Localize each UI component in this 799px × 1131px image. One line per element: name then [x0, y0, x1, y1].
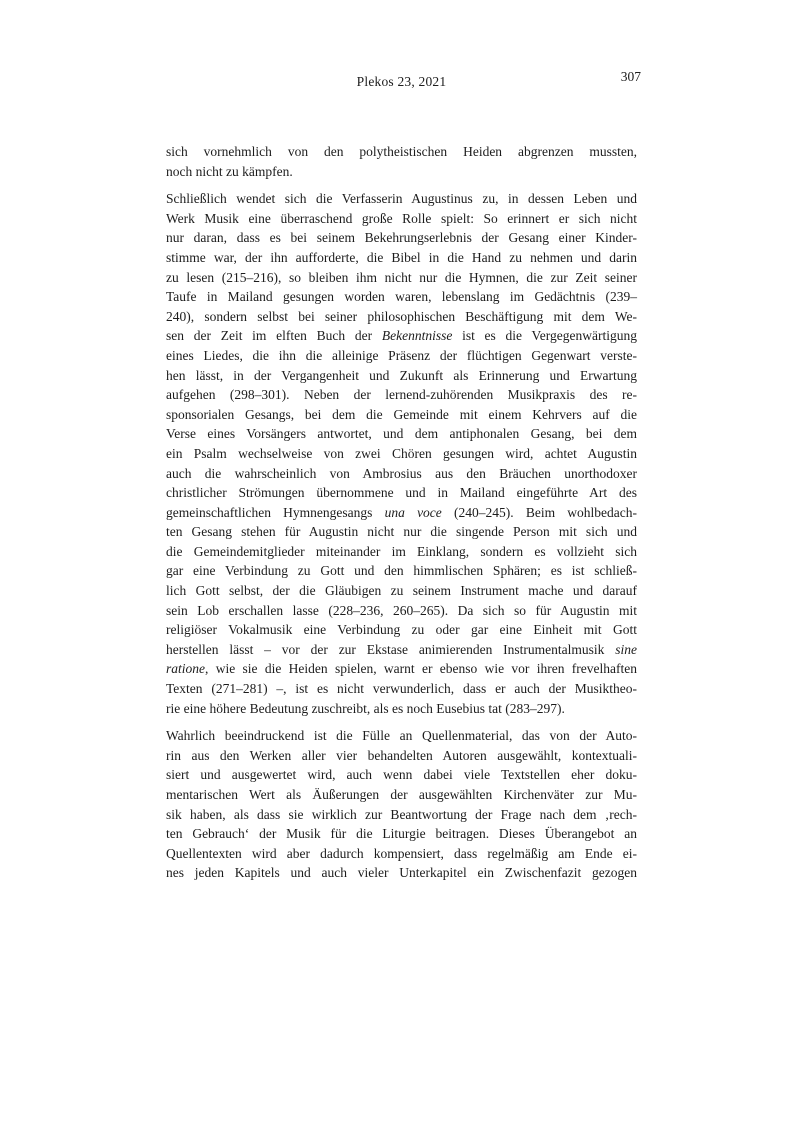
- text-segment: ist es die Vergegenwärtigung: [452, 328, 637, 344]
- text-segment: Quellentexten wird aber dadurch kompensiert, dass regelmäßig am Ende ei-: [166, 845, 637, 861]
- text-line: [166, 824, 637, 844]
- text-line: [166, 581, 637, 601]
- text-line: [166, 385, 637, 405]
- text-line: [166, 503, 637, 523]
- text-segment: gar eine Verbindung zu Gott und den himmlischen Sphären; es ist schließ-: [166, 563, 637, 579]
- text-line: [166, 248, 637, 268]
- italic-text-segment: sine: [615, 641, 637, 657]
- paragraph: [166, 142, 637, 181]
- text-line: [166, 746, 637, 766]
- text-line: [166, 483, 637, 503]
- text-line: [166, 561, 637, 581]
- text-segment: Verse eines Vorsängers antwortet, und dem antiphonalen Gesang, bei dem: [166, 426, 637, 442]
- text-segment: aufgehen (298–301). Neben der lernend-zuhörenden Musikpraxis des re-: [166, 387, 637, 403]
- text-segment: , wie sie die Heiden spielen, warnt er ebenso wie vor ihren frevelhaften: [205, 661, 637, 677]
- page-body: [166, 142, 637, 891]
- text-line: [166, 424, 637, 444]
- text-line: [166, 162, 637, 182]
- text-segment: christlicher Strömungen übernommene und in Mailand eingeführte Art des: [166, 485, 637, 501]
- text-line: [166, 307, 637, 327]
- text-segment: sein Lob erschallen lasse (228–236, 260–265). Da sich so für Augustin mit: [166, 602, 637, 618]
- italic-text-segment: Bekenntnisse: [381, 328, 453, 344]
- text-line: [166, 268, 637, 288]
- text-line: [166, 765, 637, 785]
- italic-text-segment: ratione: [166, 661, 205, 677]
- text-line: [166, 844, 637, 864]
- text-line: [166, 699, 637, 719]
- text-segment: ten Gebrauch‘ der Musik für die Liturgie beitragen. Dieses Überangebot an: [166, 826, 637, 842]
- text-segment: (240–245). Beim wohlbedach-: [441, 504, 637, 520]
- text-segment: noch nicht zu kämpfen.: [166, 163, 293, 179]
- running-head: Plekos 23, 2021: [356, 74, 447, 89]
- text-line: [166, 228, 637, 248]
- text-line: [166, 209, 637, 229]
- text-segment: zu lesen (215–216), so bleiben ihm nicht nur die Hymnen, die zur Zeit seiner: [166, 269, 637, 285]
- text-line: [166, 142, 637, 162]
- text-segment: Texten (271–281) –, ist es nicht verwunderlich, dass er auch der Musiktheo-: [166, 681, 637, 697]
- text-line: [166, 366, 637, 386]
- text-segment: auch die wahrscheinlich von Ambrosius aus den Bräuchen unorthodoxer: [166, 465, 637, 481]
- paragraph: [166, 726, 637, 883]
- text-line: [166, 785, 637, 805]
- text-segment: Wahrlich beeindruckend ist die Fülle an Quellenmaterial, das von der Auto-: [166, 728, 637, 744]
- text-line: [166, 405, 637, 425]
- text-line: [166, 346, 637, 366]
- text-segment: die Gemeindemitglieder miteinander im Einklang, sondern es vollzieht sich: [166, 543, 637, 559]
- text-segment: nes jeden Kapitels und auch vieler Unterkapitel ein Zwischenfazit gezogen: [166, 865, 637, 881]
- text-segment: sponsorialen Gesangs, bei dem die Gemeinde mit einem Kehrvers auf die: [166, 406, 637, 422]
- italic-text-segment: una voce: [384, 504, 442, 520]
- text-segment: mentarischen Wert als Äußerungen der ausgewählten Kirchenväter zur Mu-: [166, 787, 637, 802]
- text-segment: sich vornehmlich von den polytheistischen Heiden abgrenzen mussten,: [166, 144, 637, 159]
- text-segment: Schließlich wendet sich die Verfasserin Augustinus zu, in dessen Leben und: [166, 191, 637, 207]
- paragraph: [166, 189, 637, 718]
- text-segment: 240), sondern selbst bei seiner philosophischen Beschäftigung mit dem We-: [166, 308, 637, 324]
- text-segment: nur daran, dass es bei seinem Bekehrungserlebnis der Gesang einer Kinder-: [166, 230, 637, 246]
- text-line: [166, 805, 637, 825]
- text-line: [166, 326, 637, 346]
- page-number: 307: [620, 69, 641, 84]
- text-segment: siert und ausgewertet wird, auch wenn dabei viele Textstellen eher doku-: [166, 767, 637, 783]
- text-segment: religiöser Vokalmusik eine Verbindung zu oder gar eine Einheit mit Gott: [166, 622, 637, 638]
- text-segment: eines Liedes, die ihn die alleinige Präsenz der flüchtigen Gegenwart verste-: [166, 347, 637, 363]
- text-segment: herstellen lässt – vor der zur Ekstase animierenden Instrumentalmusik: [166, 641, 616, 657]
- text-line: [166, 640, 637, 660]
- text-line: [166, 444, 637, 464]
- text-segment: rin aus den Werken aller vier behandelten Autoren ausgewählt, kontextuali-: [166, 747, 637, 763]
- text-segment: Taufe in Mailand gesungen worden waren, lebenslang im Gedächtnis (239–: [166, 289, 637, 305]
- text-segment: ten Gesang stehen für Augustin nicht nur die singende Person mit sich und: [166, 524, 637, 540]
- text-segment: stimme war, der ihn aufforderte, die Bibel in die Hand zu nehmen und darin: [166, 249, 637, 265]
- text-line: [166, 542, 637, 562]
- text-line: [166, 679, 637, 699]
- text-segment: ein Psalm wechselweise von zwei Chören gesungen wird, achtet Augustin: [166, 445, 637, 461]
- text-line: [166, 620, 637, 640]
- text-segment: rie eine höhere Bedeutung zuschreibt, als es noch Eusebius tat (283–297).: [166, 700, 565, 716]
- text-segment: hen lässt, in der Vergangenheit und Zukunft als Erinnerung und Erwartung: [166, 367, 637, 383]
- text-line: [166, 189, 637, 209]
- text-line: [166, 464, 637, 484]
- text-segment: Werk Musik eine überraschend große Rolle spielt: So erinnert er sich nicht: [166, 210, 637, 226]
- text-line: [166, 726, 637, 746]
- text-line: [166, 659, 637, 679]
- text-segment: sen der Zeit im elften Buch der: [166, 328, 382, 344]
- text-segment: sik haben, als dass sie wirklich zur Beantwortung der Frage nach dem ‚rech-: [166, 806, 637, 822]
- text-segment: lich Gott selbst, der die Gläubigen zu seinem Instrument mache und darauf: [166, 583, 637, 599]
- text-line: [166, 601, 637, 621]
- text-line: [166, 287, 637, 307]
- text-segment: gemeinschaftlichen Hymnengesangs: [166, 504, 385, 520]
- text-line: [166, 863, 637, 883]
- text-line: [166, 522, 637, 542]
